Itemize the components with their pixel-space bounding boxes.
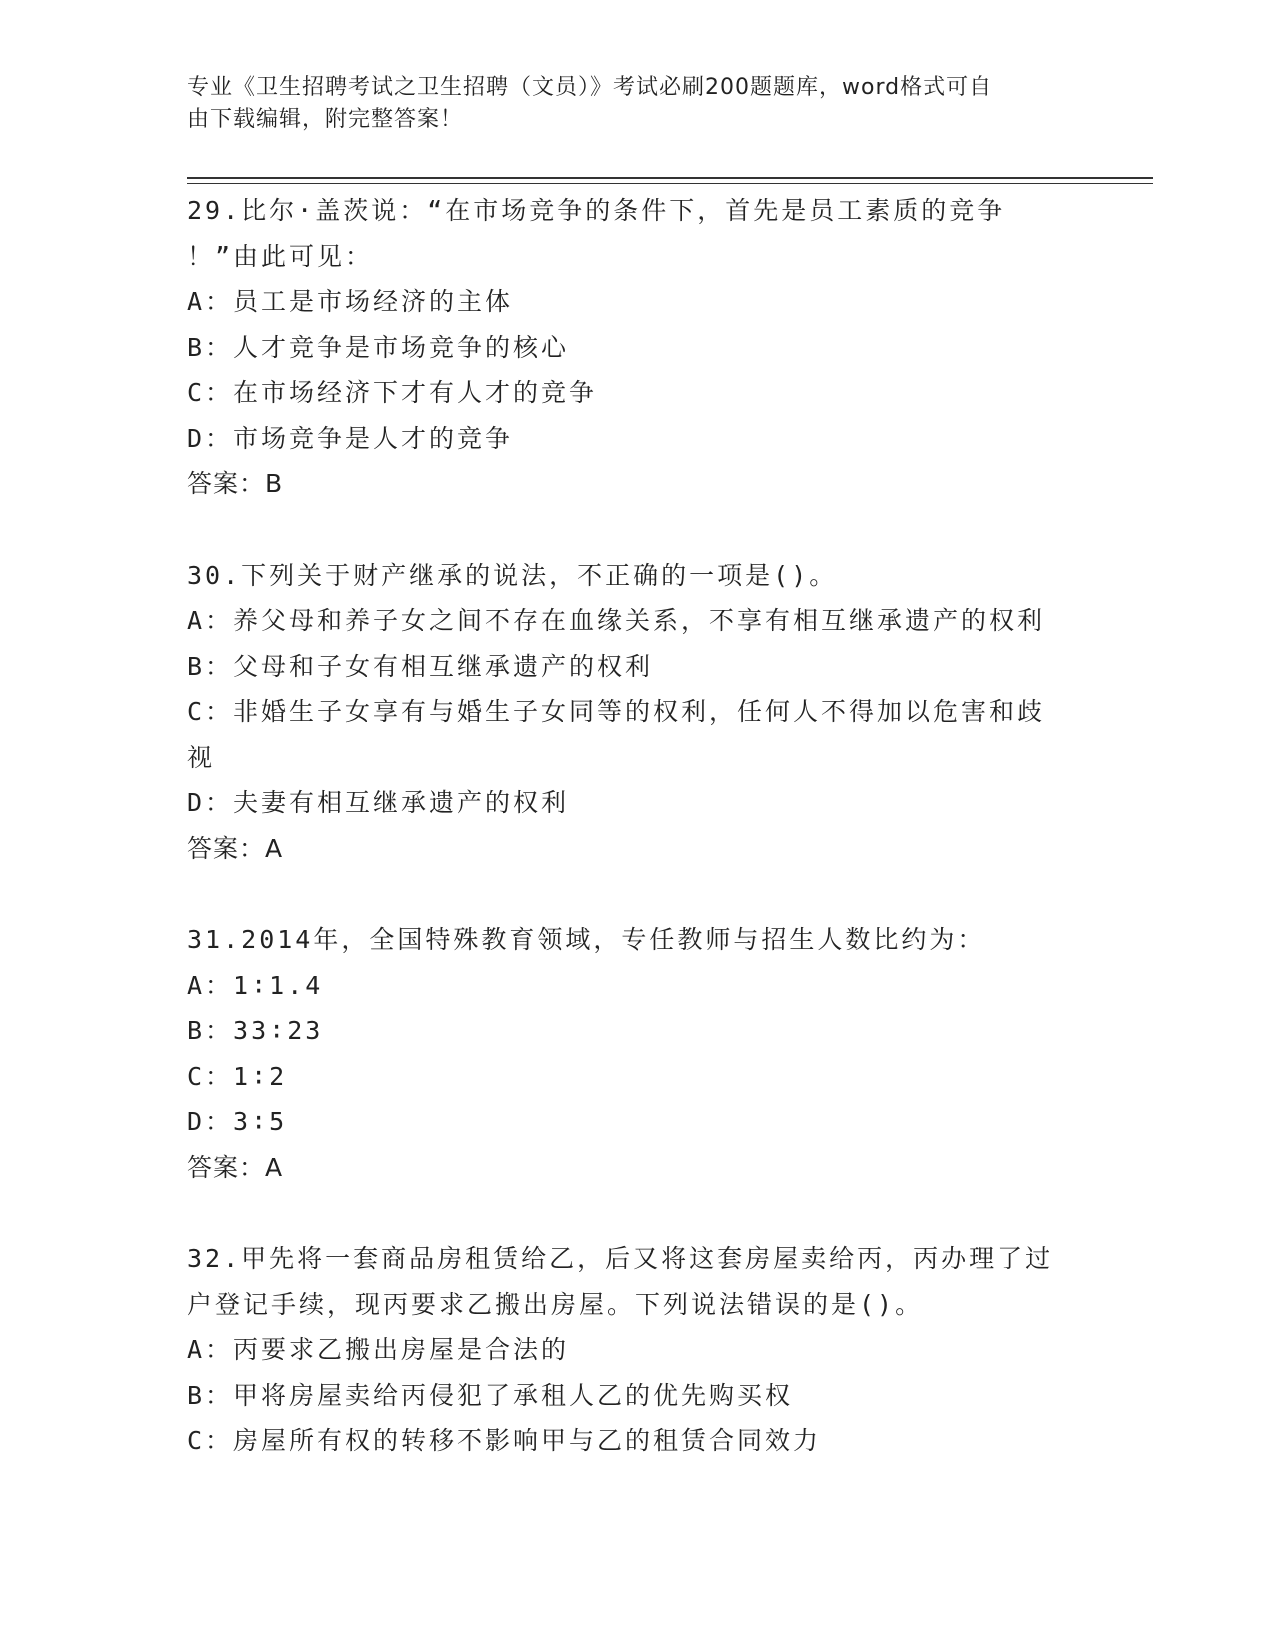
question-stem-line: 30.下列关于财产继承的说法，不正确的一项是()。: [187, 560, 838, 590]
question-list: [187, 188, 1087, 1464]
question-stem-line: 29.比尔·盖茨说：“在市场竞争的条件下，首先是员工素质的竞争: [187, 196, 1006, 225]
option-a: A：员工是市场经济的主体: [187, 287, 514, 316]
answer-line: 答案：A: [187, 1152, 284, 1182]
option-a: A：丙要求乙搬出房屋是合法的: [187, 1335, 570, 1364]
question-31: [187, 917, 1087, 1190]
option-a: A：养父母和养子女之间不存在血缘关系，不享有相互继承遗产的权利: [187, 606, 1046, 635]
header-divider-thick: [187, 177, 1153, 179]
option-d: D：夫妻有相互继承遗产的权利: [187, 788, 570, 817]
option-c: C：房屋所有权的转移不影响甲与乙的租赁合同效力: [187, 1426, 822, 1455]
option-d: D：市场竞争是人才的竞争: [187, 423, 514, 453]
option-b: B：甲将房屋卖给丙侵犯了承租人乙的优先购买权: [187, 1380, 794, 1410]
question-stem-line: 31.2014年，全国特殊教育领域，专任教师与招生人数比约为：: [187, 925, 986, 954]
header-line-1: 专业《卫生招聘考试之卫生招聘（文员）》考试必刷200题题库，word格式可自: [187, 75, 993, 100]
question-stem-line: 32.甲先将一套商品房租赁给乙，后又将这套房屋卖给丙，丙办理了过: [187, 1244, 1054, 1273]
option-b: B：父母和子女有相互继承遗产的权利: [187, 651, 654, 681]
question-stem-line: 户登记手续，现丙要求乙搬出房屋。下列说法错误的是()。: [187, 1289, 924, 1319]
option-b: B：人才竞争是市场竞争的核心: [187, 332, 570, 362]
answer-line: 答案：B: [187, 469, 284, 498]
option-d: D：3∶5: [187, 1107, 288, 1136]
option-c-continued: 视: [187, 742, 216, 772]
question-30: [187, 553, 1087, 872]
header-line-2: 由下载编辑，附完整答案！: [187, 107, 464, 132]
option-c: C：非婚生子女享有与婚生子女同等的权利，任何人不得加以危害和歧: [187, 697, 1046, 726]
option-b: B：33∶23: [187, 1016, 324, 1045]
header-divider-thin: [187, 183, 1153, 184]
option-c: C：1∶2: [187, 1061, 288, 1091]
question-stem-line: ！”由此可见：: [187, 241, 374, 271]
document-header: [187, 72, 1067, 136]
option-c: C：在市场经济下才有人才的竞争: [187, 378, 598, 407]
option-a: A：1∶1.4: [187, 970, 324, 1000]
answer-line: 答案：A: [187, 833, 284, 863]
question-32: [187, 1236, 1087, 1464]
question-29: [187, 188, 1087, 507]
